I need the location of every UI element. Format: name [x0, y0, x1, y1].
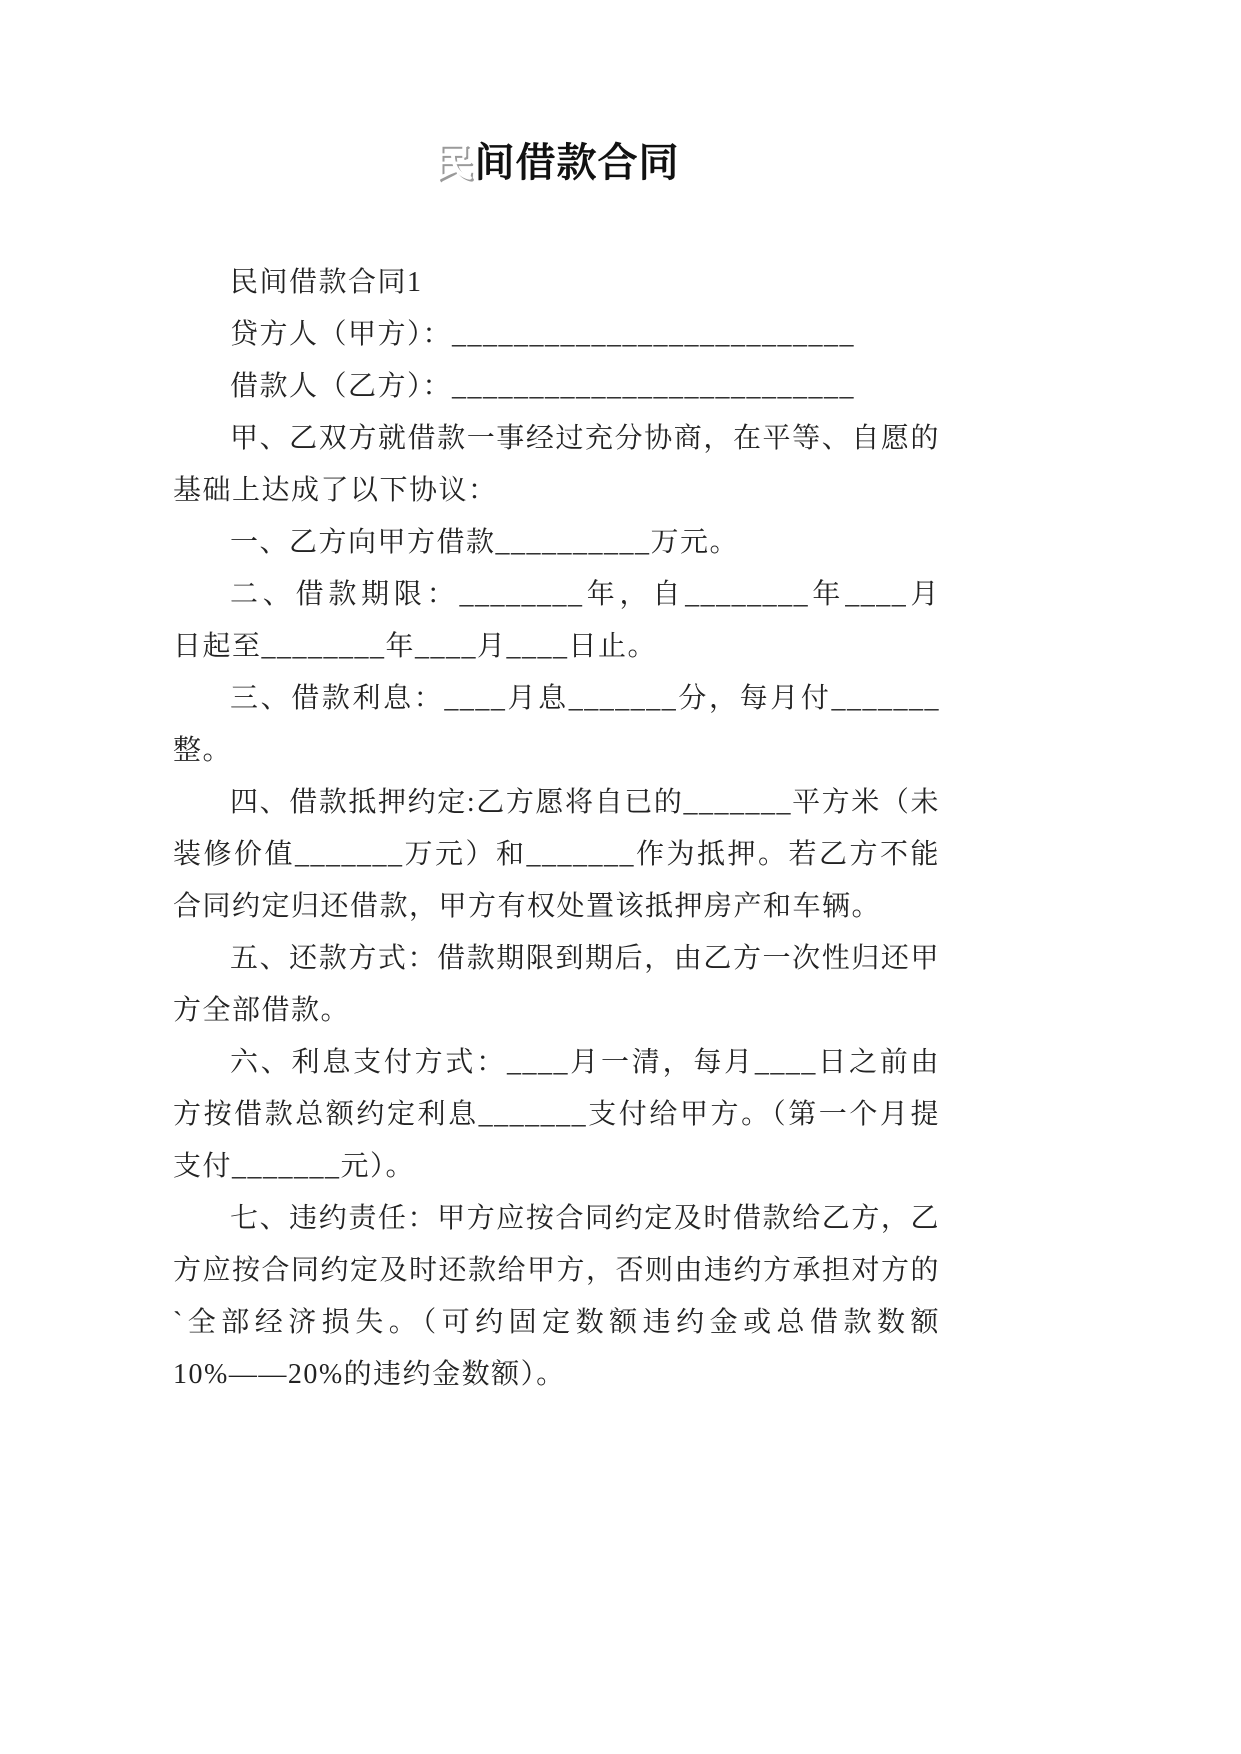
borrower-field	[173, 361, 940, 413]
text-line: 一、乙方向甲方借款__________万元。	[230, 527, 740, 558]
text-line: 支付_______元）。	[173, 1151, 416, 1182]
lender-field	[173, 309, 940, 361]
clause-3-interest	[173, 673, 940, 777]
text-line: 民间借款合同1	[230, 267, 423, 298]
text-line: 七、违约责任：甲方应按合同约定及时借款给乙方，乙	[230, 1203, 940, 1234]
text-line: 甲、乙双方就借款一事经过充分协商，在平等、自愿的	[230, 423, 940, 454]
text-line: 整。	[173, 735, 233, 766]
text-line: 基础上达成了以下协议：	[173, 475, 498, 506]
text-line: 三、借款利息：____月息_______分，每月付_______	[230, 683, 940, 714]
text-line: 五、还款方式：借款期限到期后，由乙方一次性归还甲	[230, 943, 940, 974]
clause-7-liability	[173, 1193, 940, 1401]
text-line: 二、借款期限：________年，自________年____月	[230, 579, 940, 610]
text-line: 10%——20%的违约金数额）。	[173, 1359, 566, 1390]
preamble	[173, 413, 940, 517]
clause-2-loan-term	[173, 569, 940, 673]
document-body	[173, 257, 940, 1401]
clause-6-interest-payment	[173, 1037, 940, 1193]
document-title: 民间借款合同	[433, 140, 680, 186]
text-line: 合同约定归还借款，甲方有权处置该抵押房产和车辆。	[173, 891, 882, 922]
text-line: 四、借款抵押约定:乙方愿将自已的_______平方米（未	[230, 787, 940, 818]
text-line: 日起至________年____月____日止。	[173, 631, 658, 662]
clause-5-repayment	[173, 933, 940, 1037]
text-line: 贷方人（甲方）：__________________________	[230, 319, 856, 350]
text-line: 六、利息支付方式：____月一清，每月____日之前由	[230, 1047, 940, 1078]
text-line: 借款人（乙方）：__________________________	[230, 371, 856, 402]
text-line: 方全部借款。	[173, 995, 351, 1026]
text-line: 方应按合同约定及时还款给甲方，否则由违约方承担对方的	[173, 1255, 940, 1286]
clause-1-loan-amount	[173, 517, 940, 569]
text-line: `全部经济损失。（可约固定数额违约金或总借款数额	[173, 1307, 940, 1338]
contract-subtitle	[173, 257, 940, 309]
text-line: 装修价值_______万元）和_______作为抵押。若乙方不能	[173, 839, 940, 870]
clause-4-collateral	[173, 777, 940, 933]
text-line: 方按借款总额约定利息_______支付给甲方。（第一个月提	[173, 1099, 940, 1130]
